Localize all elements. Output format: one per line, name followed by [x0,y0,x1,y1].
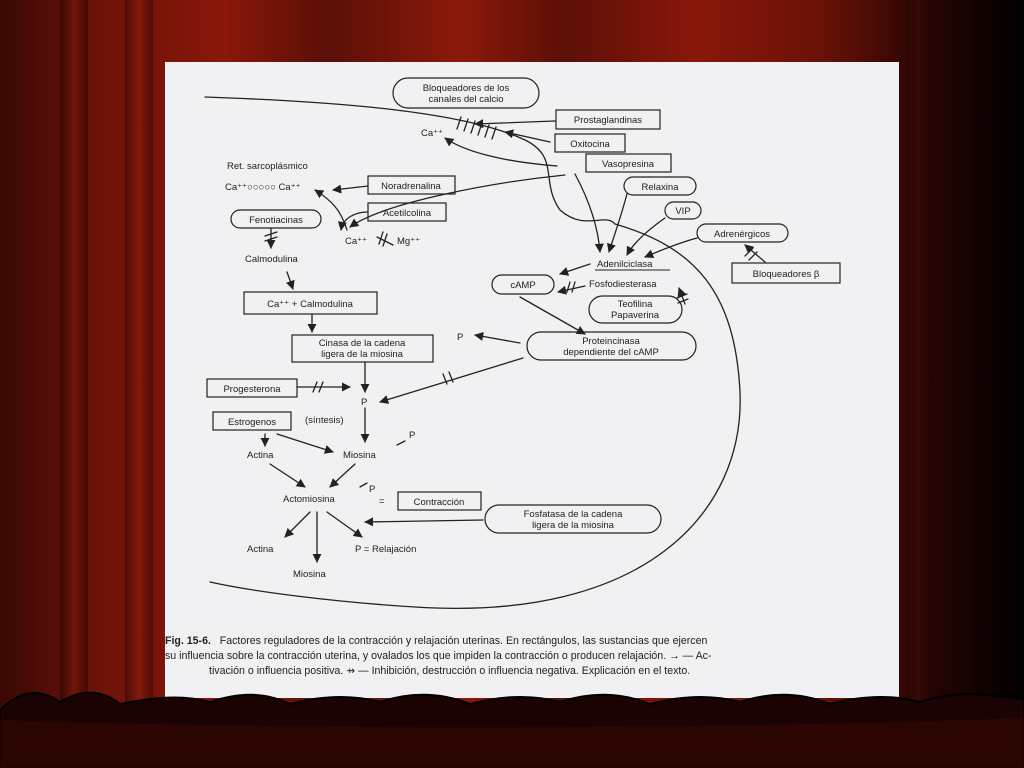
label-calmodulina: Calmodulina [245,254,298,265]
oval-bloq-calcio-line1: Bloqueadores de los [422,83,510,94]
arrow-vip [627,218,665,255]
label-acetilcolina: Acetilcolina [382,208,432,219]
membrane-curve [205,97,740,608]
arrow-proteincinasa-p [475,335,520,343]
label-camp: cAMP [510,280,536,291]
curtain-fold [125,0,153,768]
label-sintesis: (síntesis) [305,415,344,426]
label-p-miosina: P [409,430,416,441]
arrow-acetilcolina [341,212,368,230]
label-p-relajacion: P = Relajación [355,544,417,555]
arrow-relaxina [609,194,627,252]
fosfo-hatch [567,282,575,292]
label-actina-2: Actina [247,544,274,555]
label-ca-store: Ca⁺⁺○○○○○ Ca⁺⁺ [225,182,301,193]
arrow-prostaglandinas [475,121,555,124]
arrow-oxitocina [505,132,550,142]
caption-line-2: su influencia sobre la contracción uterina, y ovalados los que impiden la contracción o producen relajación. → — Ac- [165,650,712,662]
oval-teofilina-line1: Teofilina [617,299,653,310]
arrow-to-relajacion [327,512,362,537]
oval-fosfatasa-line2: ligera de la miosina [532,520,614,531]
box-cinasa-line1: Cinasa de la cadena [318,338,406,349]
oval-bloq-calcio-line2: canales del calcio [428,94,504,105]
oval-teofilina-line2: Papaverina [610,310,660,321]
bottom-curtain-edge [0,680,1024,768]
arrow-fosfo-camp [558,286,585,292]
arrow-miosina-actomiosina [330,464,355,487]
box-cinasa-line2: ligera de la miosina [321,349,403,360]
label-p-cinasa: P [361,397,368,408]
curtain-fold [905,0,933,768]
label-fenotiacinas: Fenotiacinas [249,215,303,226]
label-equals: = [379,496,385,507]
dash-miosina-p [397,441,405,445]
curtain-fold [60,0,88,768]
arrow-to-actina2 [285,512,310,537]
label-oxitocina: Oxitocina [570,139,610,150]
label-prostaglandinas: Prostaglandinas [573,115,643,126]
regulation-diagram [165,62,899,632]
arrow-vasopresina-adenil [575,174,600,252]
arrow-estrogenos-miosina [277,434,333,452]
label-vasopresina: Vasopresina [601,159,655,170]
label-ret-sarcoplasmico: Ret. sarcoplásmico [227,161,308,172]
label-bloq-beta: Bloqueadores β [752,269,820,280]
label-ca-entry: Ca⁺⁺ [421,128,444,139]
label-estrogenos: Estrogenos [227,417,277,428]
label-actina: Actina [247,450,274,461]
dash-actomiosina-p [360,483,367,487]
arrow-adenil-camp [560,264,590,274]
arrow-fosfatasa [365,520,483,522]
figure-slide [165,62,899,698]
label-miosina: Miosina [343,450,376,461]
bloq-beta-hatch [745,248,757,260]
oval-proteincinasa-line1: Proteincinasa [582,336,640,347]
label-fosfodiesterasa: Fosfodiesterasa [589,279,657,290]
caption-line-3: tivación o influencia positiva. ⇸ — Inhibición, destrucción o influencia negativa. Explicación en el texto. [209,665,691,677]
label-adenilciclasa: Adenilciclasa [597,259,653,270]
caption-fig-number: Fig. 15-6. [165,635,211,647]
oval-proteincinasa-line2: dependiente del cAMP [563,347,659,358]
arrow-actina-actomiosina [270,464,305,487]
label-contraccion: Contracción [413,497,465,508]
label-adrenergicos: Adrenérgicos [714,229,770,240]
label-p-proteincinasa: P [457,332,464,343]
label-ca-calmodulina: Ca⁺⁺ + Calmodulina [267,299,353,310]
label-miosina-2: Miosina [293,569,326,580]
label-actomiosina: Actomiosina [283,494,335,505]
label-noradrenalina: Noradrenalina [381,181,441,192]
label-relaxina: Relaxina [641,182,679,193]
label-ca-mg: Ca⁺⁺ [345,236,368,247]
arrow-noradrenalina [333,186,368,190]
arrow-camp-proteincinasa [520,297,585,334]
oval-fosfatasa-line1: Fosfatasa de la cadena [523,509,623,520]
label-vip: VIP [675,206,691,217]
caption-line-1: Factores reguladores de la contracción y relajación uterinas. En rectángulos, las sustancias que ejercen [219,635,708,647]
label-p-actomiosina: P [369,484,376,495]
label-mg: Mg⁺⁺ [397,236,421,247]
arrow-calmodulina [287,272,293,289]
label-progesterona: Progesterona [223,384,281,395]
mg-hatch [379,232,387,246]
